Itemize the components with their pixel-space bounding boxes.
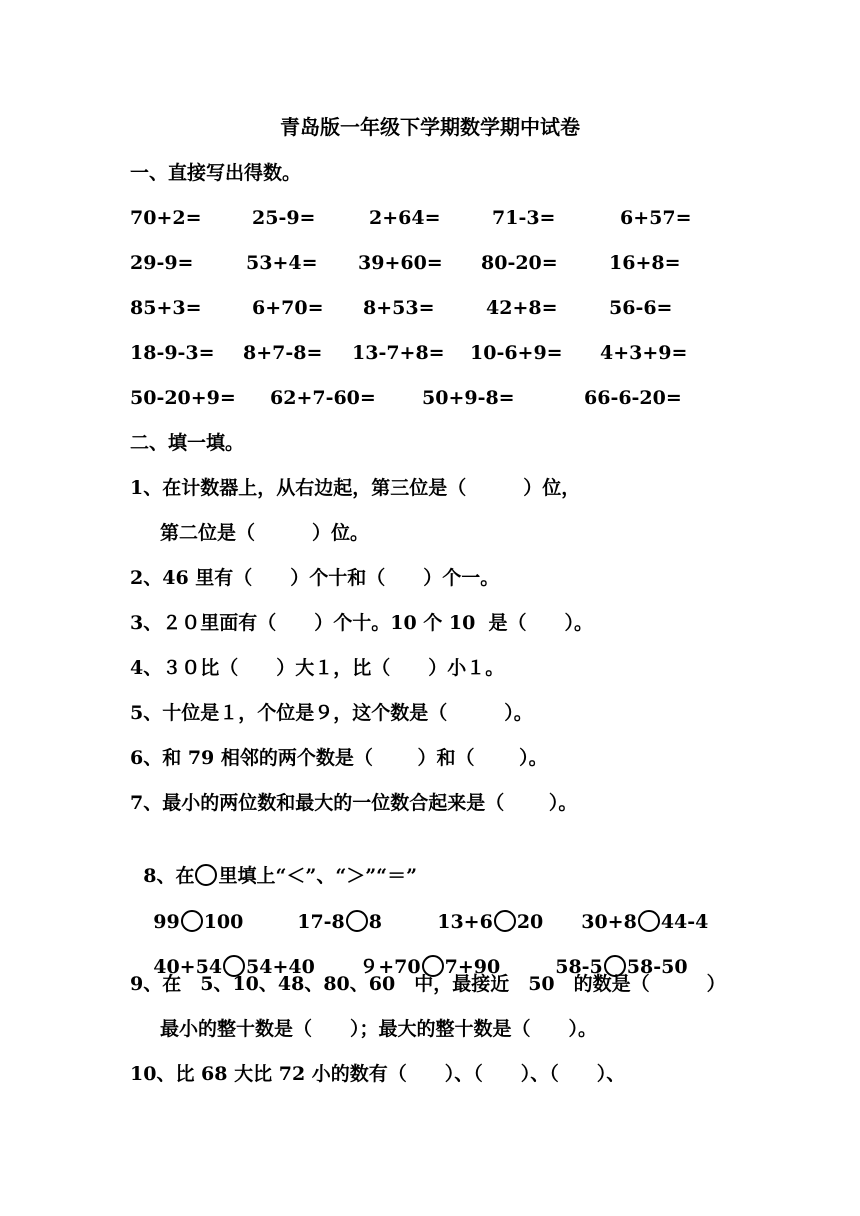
compare-right: 100 (203, 911, 244, 933)
compare-left: 99 (153, 911, 180, 933)
question-4: 4、３０比（ ）大１，比（ ）小１。 (130, 657, 505, 679)
answer-circle[interactable] (638, 910, 660, 932)
compare-left: 17-8 (297, 911, 345, 933)
calc-item: 56-6= (609, 297, 673, 319)
calc-item: 50-20+9= (130, 387, 236, 409)
calc-item: 39+60= (358, 252, 443, 274)
circle-icon (195, 864, 217, 886)
question-9-cont: 最小的整十数是（ ）；最大的整十数是（ ）。 (160, 1018, 598, 1040)
calc-item: 80-20= (481, 252, 558, 274)
calc-item: 62+7-60= (270, 387, 376, 409)
calc-item: 50+9-8= (422, 387, 515, 409)
question-8 (130, 840, 417, 888)
question-9: 9、在 5、10、48、80、60 中，最接近 50 的数是（ ） (130, 973, 726, 995)
compare-right: 44-4 (660, 911, 709, 933)
compare-right: 20 (516, 911, 544, 933)
answer-circle[interactable] (346, 910, 368, 932)
question-1: 1、在计数器上，从右边起，第三位是（ ）位， (130, 477, 581, 499)
calc-item: 6+70= (252, 297, 324, 319)
compare-item (424, 886, 543, 934)
calc-item: 70+2= (130, 207, 202, 229)
calc-item: 29-9= (130, 252, 194, 274)
question-5: 5、十位是１，个位是９，这个数是（ ）。 (130, 702, 533, 724)
calc-item: 18-9-3= (130, 342, 215, 364)
calc-item: 2+64= (369, 207, 441, 229)
compare-item (284, 886, 382, 934)
calc-item: 71-3= (492, 207, 556, 229)
calc-item: 8+53= (363, 297, 435, 319)
compare-item (140, 886, 243, 934)
compare-right: 54+40 (246, 956, 315, 978)
calc-item: 6+57= (620, 207, 692, 229)
question-8-prefix: 8、在 (143, 865, 195, 887)
calc-item: 53+4= (246, 252, 318, 274)
compare-right: 8 (368, 911, 383, 933)
question-8-suffix: 里填上“＜”、“＞”“＝” (218, 865, 418, 887)
compare-item (568, 886, 708, 934)
calc-item: 10-6+9= (470, 342, 563, 364)
compare-right: 7+90 (444, 956, 501, 978)
question-2: 2、46 里有（ ）个十和（ ）个一。 (130, 567, 500, 589)
question-10: 10、比 68 大比 72 小的数有（ ）、（ ）、（ ）、 (130, 1063, 626, 1085)
calc-item: 25-9= (252, 207, 316, 229)
calc-item: 85+3= (130, 297, 202, 319)
question-3: 3、２０里面有（ ）个十。10 个 10 是（ ）。 (130, 612, 594, 634)
compare-left: 30+8 (581, 911, 637, 933)
answer-circle[interactable] (494, 910, 516, 932)
calc-item: 4+3+9= (600, 342, 688, 364)
section-2-heading: 二、填一填。 (130, 432, 245, 454)
page-title: 青岛版一年级下学期数学期中试卷 (280, 115, 580, 139)
compare-left: 13+6 (437, 911, 493, 933)
calc-item: 42+8= (486, 297, 558, 319)
question-7: 7、最小的两位数和最大的一位数合起来是（ ）。 (130, 792, 578, 814)
section-1-heading: 一、直接写出得数。 (130, 162, 302, 184)
question-6: 6、和 79 相邻的两个数是（ ）和（ ）。 (130, 747, 548, 769)
compare-left: ９+70 (359, 956, 421, 978)
question-1-cont: 第二位是（ ）位。 (160, 522, 370, 544)
calc-item: 8+7-8= (243, 342, 323, 364)
compare-left: 40+54 (153, 956, 223, 978)
compare-right: 58-50 (626, 956, 688, 978)
compare-left: 58-5 (555, 956, 603, 978)
answer-circle[interactable] (181, 910, 203, 932)
calc-item: 66-6-20= (584, 387, 682, 409)
calc-item: 13-7+8= (352, 342, 445, 364)
calc-item: 16+8= (609, 252, 681, 274)
